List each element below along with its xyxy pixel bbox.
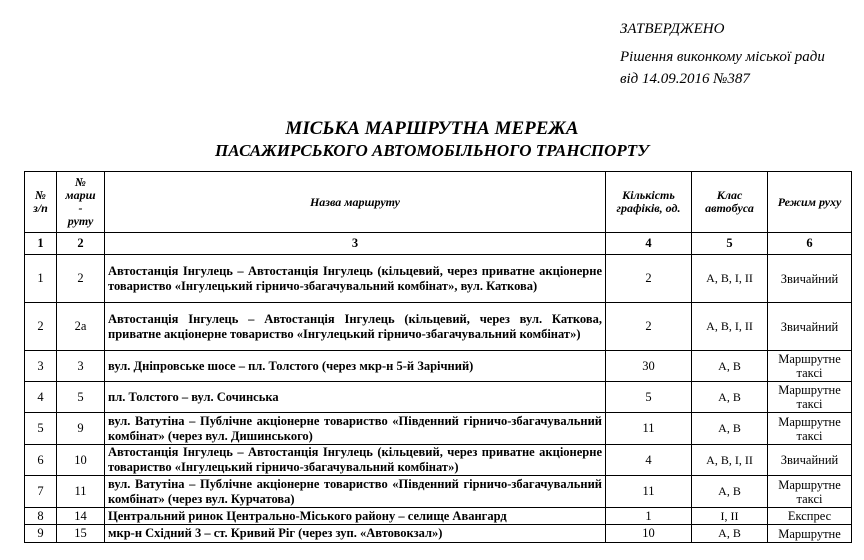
header-route-number: № марш - руту bbox=[57, 172, 105, 233]
row-index: 4 bbox=[25, 382, 57, 413]
column-number: 2 bbox=[57, 233, 105, 255]
table-row bbox=[25, 445, 852, 476]
row-mode: Звичайний bbox=[768, 445, 852, 476]
row-index: 3 bbox=[25, 351, 57, 382]
row-count: 4 bbox=[606, 445, 692, 476]
header-schedule-count: Кількість графіків, од. bbox=[606, 172, 692, 233]
row-route: 2а bbox=[57, 303, 105, 351]
table-row bbox=[25, 476, 852, 508]
row-index: 7 bbox=[25, 476, 57, 508]
table-row bbox=[25, 303, 852, 351]
row-count: 11 bbox=[606, 476, 692, 508]
table-row bbox=[25, 413, 852, 445]
row-route: 15 bbox=[57, 525, 105, 543]
row-class: А, В bbox=[692, 525, 768, 543]
row-name: вул. Дніпровське шосе – пл. Толстого (через мкр-н 5-й Зарічний) bbox=[105, 351, 606, 382]
row-count: 5 bbox=[606, 382, 692, 413]
table-row bbox=[25, 525, 852, 543]
row-route: 9 bbox=[57, 413, 105, 445]
row-count: 2 bbox=[606, 255, 692, 303]
row-class: А, В bbox=[692, 351, 768, 382]
row-class: А, В, І, ІІ bbox=[692, 445, 768, 476]
row-class: А, В, І, ІІ bbox=[692, 255, 768, 303]
row-count: 1 bbox=[606, 508, 692, 525]
row-mode: Звичайний bbox=[768, 255, 852, 303]
column-number: 6 bbox=[768, 233, 852, 255]
row-index: 6 bbox=[25, 445, 57, 476]
row-index: 1 bbox=[25, 255, 57, 303]
row-count: 30 bbox=[606, 351, 692, 382]
document-title: МІСЬКА МАРШРУТНА МЕРЕЖА bbox=[285, 118, 579, 139]
column-number: 3 bbox=[105, 233, 606, 255]
row-index: 2 bbox=[25, 303, 57, 351]
row-name: Автостанція Інгулець – Автостанція Інгулець (кільцевий, через приватне акціонерне товариство «Інгулецький гірничо-збагачувальний комбінат») bbox=[105, 445, 606, 476]
row-route: 11 bbox=[57, 476, 105, 508]
row-count: 10 bbox=[606, 525, 692, 543]
column-number: 4 bbox=[606, 233, 692, 255]
row-mode: Маршрутне таксі bbox=[768, 382, 852, 413]
row-class: А, В bbox=[692, 382, 768, 413]
header-mode: Режим руху bbox=[768, 172, 852, 233]
row-route: 10 bbox=[57, 445, 105, 476]
routes-table bbox=[24, 171, 852, 543]
column-number: 1 bbox=[25, 233, 57, 255]
table-row bbox=[25, 255, 852, 303]
row-mode: Маршрутне таксі bbox=[768, 476, 852, 508]
row-index: 5 bbox=[25, 413, 57, 445]
approval-decision-line: Рішення виконкому міської ради bbox=[620, 49, 825, 65]
row-name: Автостанція Інгулець – Автостанція Інгулець (кільцевий, через вул. Каткова, приватне акціонерне товариство «Інгулецький гірничо-збагачувальний комбінат») bbox=[105, 303, 606, 351]
row-count: 2 bbox=[606, 303, 692, 351]
column-number: 5 bbox=[692, 233, 768, 255]
row-mode: Звичайний bbox=[768, 303, 852, 351]
row-route: 2 bbox=[57, 255, 105, 303]
table-header-row bbox=[25, 172, 852, 233]
row-name: вул. Ватутіна – Публічне акціонерне товариство «Південний гірничо-збагачувальний комбінат» (через вул. Курчатова) bbox=[105, 476, 606, 508]
row-name: Центральний ринок Центрально-Міського району – селище Авангард bbox=[105, 508, 606, 525]
document-subtitle: ПАСАЖИРСЬКОГО АВТОМОБІЛЬНОГО ТРАНСПОРТУ bbox=[214, 141, 650, 160]
row-count: 11 bbox=[606, 413, 692, 445]
column-number-row bbox=[25, 233, 852, 255]
row-class: І, ІІ bbox=[692, 508, 768, 525]
approval-block bbox=[620, 18, 825, 90]
header-index: № з/п bbox=[25, 172, 57, 233]
row-mode: Маршрутне таксі bbox=[768, 351, 852, 382]
row-mode: Маршрутне таксі bbox=[768, 413, 852, 445]
row-route: 3 bbox=[57, 351, 105, 382]
approval-title: ЗАТВЕРДЖЕНО bbox=[620, 21, 725, 37]
row-name: Автостанція Інгулець – Автостанція Інгулець (кільцевий, через приватне акціонерне товариство «Інгулецький гірничо-збагачувальний комбінат», вул. Каткова) bbox=[105, 255, 606, 303]
row-index: 8 bbox=[25, 508, 57, 525]
row-class: А, В bbox=[692, 476, 768, 508]
row-name: вул. Ватутіна – Публічне акціонерне товариство «Південний гірничо-збагачувальний комбінат» (через вул. Дишинського) bbox=[105, 413, 606, 445]
row-index: 9 bbox=[25, 525, 57, 543]
row-class: А, В, І, ІІ bbox=[692, 303, 768, 351]
table-row bbox=[25, 382, 852, 413]
table-row bbox=[25, 508, 852, 525]
approval-date-line: від 14.09.2016 №387 bbox=[620, 71, 750, 87]
row-mode: Маршрутне bbox=[768, 525, 852, 543]
row-route: 14 bbox=[57, 508, 105, 525]
header-bus-class: Клас автобуса bbox=[692, 172, 768, 233]
header-route-name: Назва маршруту bbox=[105, 172, 606, 233]
row-name: мкр-н Східний 3 – ст. Кривий Ріг (через зуп. «Автовокзал») bbox=[105, 525, 606, 543]
row-name: пл. Толстого – вул. Сочинська bbox=[105, 382, 606, 413]
row-class: А, В bbox=[692, 413, 768, 445]
table-row bbox=[25, 351, 852, 382]
row-mode: Експрес bbox=[768, 508, 852, 525]
row-route: 5 bbox=[57, 382, 105, 413]
